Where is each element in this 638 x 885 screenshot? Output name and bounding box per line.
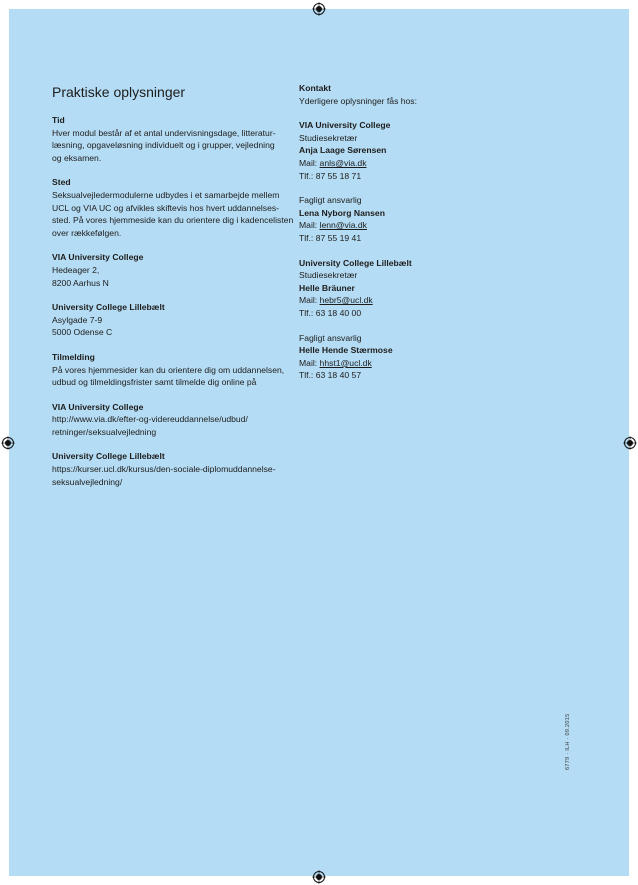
tilmelding-heading: Tilmelding	[52, 351, 95, 362]
contact-role: Fagligt ansvarlig	[299, 195, 362, 206]
via-link-url[interactable]: http://www.via.dk/efter-og-videreuddannelse/udbud/	[52, 414, 248, 425]
ucl-link-section	[52, 450, 302, 488]
registration-mark-icon-left	[1, 436, 15, 450]
via-link-heading: VIA University College	[52, 401, 144, 412]
contact-phone: Tlf.: 87 55 19 41	[299, 232, 362, 243]
tilmelding-section	[52, 351, 302, 389]
tilmelding-line: udbud og tilmeldingsfrister samt tilmelde dig online på	[52, 377, 257, 388]
left-column	[52, 72, 302, 500]
via-link-section	[52, 401, 302, 439]
tilmelding-line: På vores hjemmesider kan du orientere dig om uddannelsen,	[52, 364, 285, 375]
contact-role: Studiesekretær	[299, 270, 358, 281]
contact-phone: Tlf.: 87 55 18 71	[299, 170, 362, 181]
via-contact-1	[299, 119, 499, 182]
registration-mark-icon-right	[623, 436, 637, 450]
tid-line: læsning, opgaveløsning individuelt og i grupper, vejledning	[52, 140, 275, 151]
via-link-url[interactable]: retninger/seksualvejledning	[52, 426, 157, 437]
sted-line: sted. På vores hjemmeside kan du orientere dig i kadencelisten	[52, 215, 294, 226]
ucl-link-heading: University College Lillebælt	[52, 451, 165, 462]
ucl-org: University College Lillebælt	[299, 257, 412, 268]
mail-link[interactable]: lenn@via.dk	[319, 220, 367, 231]
mail-label: Mail:	[299, 295, 320, 306]
kontakt-heading: Kontakt	[299, 83, 331, 93]
mail-label: Mail:	[299, 157, 320, 168]
ucl-address-line: Asylgade 7-9	[52, 314, 103, 325]
sted-line: Seksualvejledermodulerne udbydes i et samarbejde mellem	[52, 189, 280, 200]
tid-heading: Tid	[52, 115, 65, 125]
contact-role: Fagligt ansvarlig	[299, 332, 362, 343]
tid-line: Hver modul består af et antal undervisningsdage, litteratur-	[52, 127, 276, 138]
via-org: VIA University College	[299, 120, 391, 131]
registration-mark-icon-bottom	[312, 870, 326, 884]
via-address-section	[52, 251, 302, 289]
contact-mail	[299, 157, 499, 170]
contact-role: Studiesekretær	[299, 132, 358, 143]
mail-label: Mail:	[299, 357, 320, 368]
via-address-line: 8200 Aarhus N	[52, 277, 109, 288]
ucl-contact-1	[299, 257, 499, 320]
tid-line: og eksamen.	[52, 152, 102, 163]
mail-link[interactable]: hebr5@ucl.dk	[319, 295, 373, 306]
via-address-line: Hedeager 2,	[52, 264, 100, 275]
via-address-heading: VIA University College	[52, 252, 144, 263]
kontakt-intro: Yderligere oplysninger fås hos:	[299, 95, 417, 106]
sted-section	[52, 176, 302, 239]
ucl-address-section	[52, 301, 302, 339]
registration-mark-icon-top	[312, 2, 326, 16]
contact-name: Helle Bräuner	[299, 282, 355, 293]
tid-section	[52, 114, 302, 164]
page-title: Praktiske oplysninger	[52, 84, 186, 100]
sted-heading: Sted	[52, 177, 71, 188]
ucl-link-url[interactable]: https://kurser.ucl.dk/kursus/den-sociale-diplomuddannelse-	[52, 464, 276, 475]
right-column	[299, 82, 499, 394]
mail-label: Mail:	[299, 220, 320, 231]
contact-phone: Tlf.: 63 18 40 57	[299, 370, 362, 381]
kontakt-section	[299, 82, 499, 107]
ucl-address-line: 5000 Odense C	[52, 327, 113, 338]
contact-mail	[299, 294, 499, 307]
contact-name: Helle Hende Stærmose	[299, 345, 393, 356]
sted-line: UCL og VIA UC og afvikles skiftevis hos hvert uddannelses-	[52, 202, 280, 213]
contact-mail	[299, 357, 499, 370]
print-code: 6779 · ILH · 09.2015	[565, 713, 571, 770]
mail-link[interactable]: anls@via.dk	[319, 157, 367, 168]
mail-link[interactable]: hhst1@ucl.dk	[319, 357, 372, 368]
via-contact-2	[299, 194, 499, 244]
contact-mail	[299, 219, 499, 232]
ucl-contact-2	[299, 332, 499, 382]
contact-phone: Tlf.: 63 18 40 00	[299, 307, 362, 318]
ucl-address-heading: University College Lillebælt	[52, 302, 165, 313]
contact-name: Lena Nyborg Nansen	[299, 207, 385, 218]
sted-line: over rækkefølgen.	[52, 227, 122, 238]
ucl-link-url[interactable]: seksualvejledning/	[52, 476, 123, 487]
contact-name: Anja Laage Sørensen	[299, 145, 387, 156]
